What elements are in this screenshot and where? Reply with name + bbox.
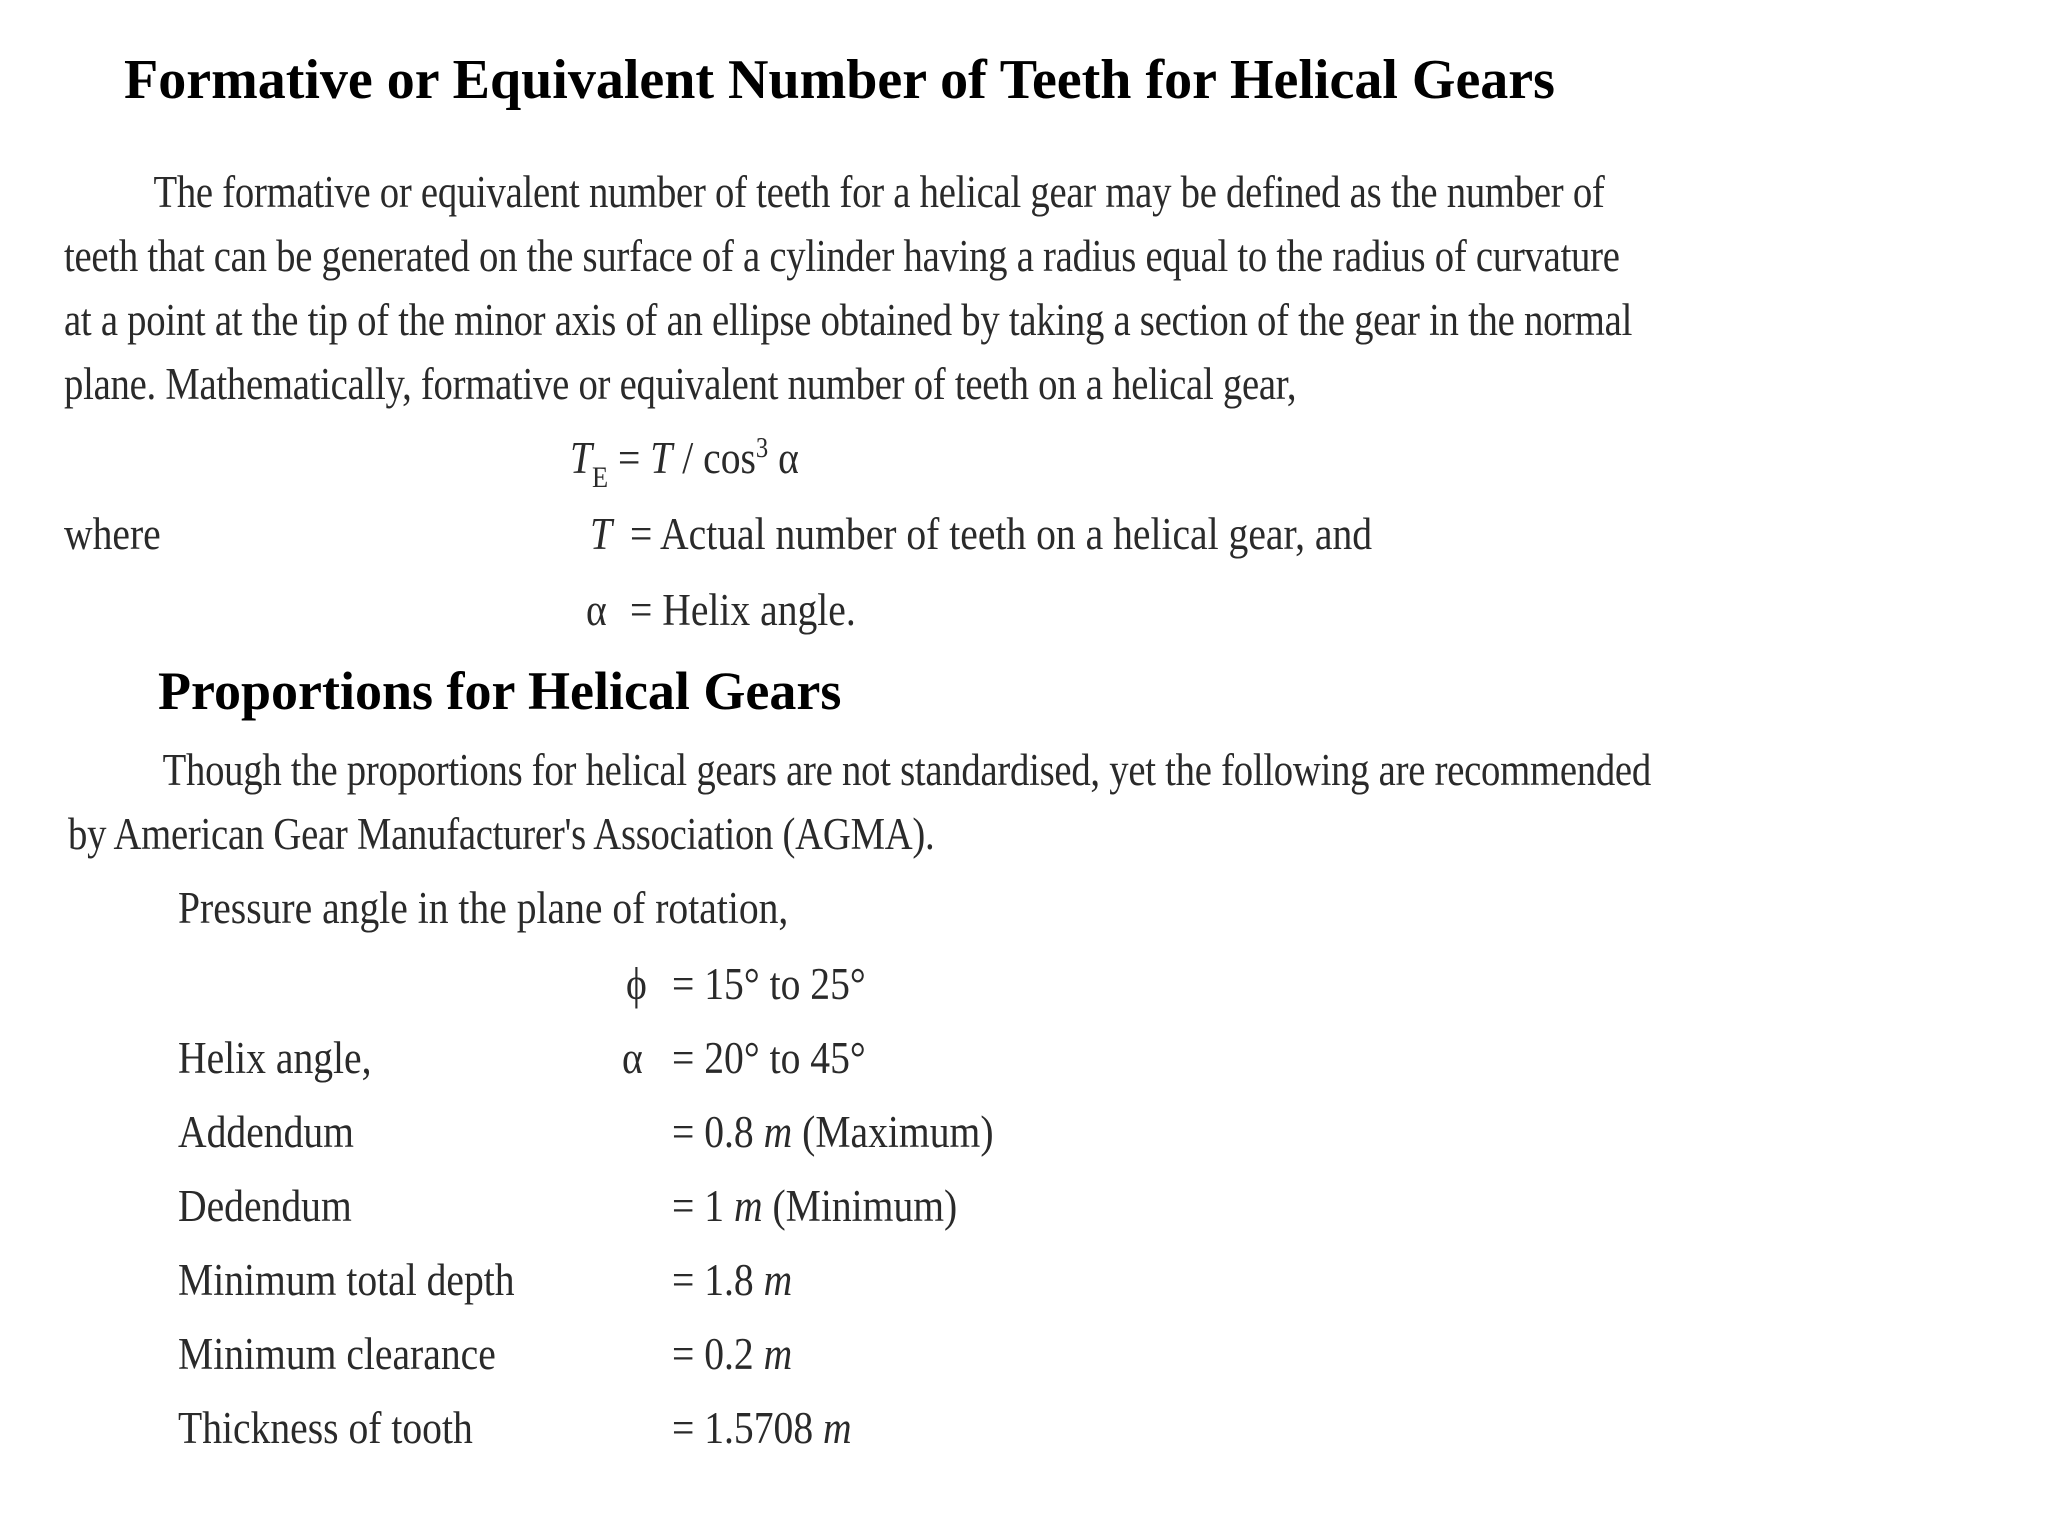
row-label-min-clearance: Minimum clearance xyxy=(178,1329,496,1379)
paragraph-formative xyxy=(64,160,1632,416)
value-number: = 0.8 xyxy=(672,1107,764,1157)
row-value-dedendum xyxy=(672,1180,957,1232)
row-symbol-alpha: α xyxy=(622,1033,643,1083)
paragraph-proportions xyxy=(68,738,1651,866)
value-number: = 1.8 xyxy=(672,1255,764,1305)
formula-lhs-symbol: T xyxy=(570,433,593,483)
row-value-min-total-depth xyxy=(672,1254,792,1306)
section-heading-formative: Formative or Equivalent Number of Teeth for Helical Gears xyxy=(124,49,1555,111)
paragraph-line: at a point at the tip of the minor axis of an ellipse obtained by taking a section of the gear in the normal xyxy=(64,295,1633,345)
row-value-addendum xyxy=(672,1106,994,1158)
formula-rhs-t: T xyxy=(650,433,673,483)
row-value-min-clearance xyxy=(672,1328,792,1380)
formula-equals: = xyxy=(618,433,651,483)
definition-symbol-alpha: α xyxy=(586,585,607,635)
formula-rhs-alpha: α xyxy=(768,433,799,483)
value-unit: m xyxy=(763,1107,793,1157)
paragraph-line: teeth that can be generated on the surface of a cylinder having a radius equal to the radius of curvature xyxy=(64,231,1620,281)
row-label-helix-angle: Helix angle, xyxy=(178,1033,372,1083)
value-unit: m xyxy=(823,1403,852,1453)
paragraph-line: by American Gear Manufacturer's Association (AGMA). xyxy=(68,809,935,859)
section-heading-proportions: Proportions for Helical Gears xyxy=(158,661,842,721)
row-label-dedendum: Dedendum xyxy=(178,1181,352,1231)
definition-text-t: = Actual number of teeth on a helical gear, and xyxy=(630,509,1373,559)
pressure-angle-label: Pressure angle in the plane of rotation, xyxy=(178,883,789,933)
value-unit: m xyxy=(733,1181,763,1231)
formula-equivalent-teeth xyxy=(570,432,799,494)
row-label-tooth-thickness: Thickness of tooth xyxy=(178,1403,473,1453)
value-number: = 1 xyxy=(672,1181,734,1231)
formula-rhs-exponent: 3 xyxy=(755,433,769,464)
value-number: = 1.5708 xyxy=(672,1403,824,1453)
where-label: where xyxy=(64,509,161,559)
value-unit: m xyxy=(763,1329,793,1379)
row-value-phi: = 15° to 25° xyxy=(672,959,866,1009)
value-note: (Maximum) xyxy=(792,1107,994,1157)
formula-lhs-subscript: E xyxy=(592,461,609,494)
row-label-addendum: Addendum xyxy=(178,1107,354,1157)
value-note: (Minimum) xyxy=(762,1181,958,1231)
value-unit: m xyxy=(763,1255,793,1305)
row-value-helix-angle: = 20° to 45° xyxy=(672,1033,866,1083)
paragraph-line: Though the proportions for helical gears are not standardised, yet the following are recommended xyxy=(162,745,1651,795)
row-value-tooth-thickness xyxy=(672,1402,852,1454)
formula-rhs-cos: / cos xyxy=(672,433,756,483)
definition-symbol-t: T xyxy=(590,509,613,559)
row-label-min-total-depth: Minimum total depth xyxy=(178,1255,515,1305)
row-symbol-phi: ϕ xyxy=(626,959,647,1009)
paragraph-line: The formative or equivalent number of teeth for a helical gear may be defined as the number of xyxy=(153,167,1605,217)
definition-text-alpha: = Helix angle. xyxy=(630,585,856,635)
paragraph-line: plane. Mathematically, formative or equivalent number of teeth on a helical gear, xyxy=(64,359,1297,409)
value-number: = 0.2 xyxy=(672,1329,764,1379)
